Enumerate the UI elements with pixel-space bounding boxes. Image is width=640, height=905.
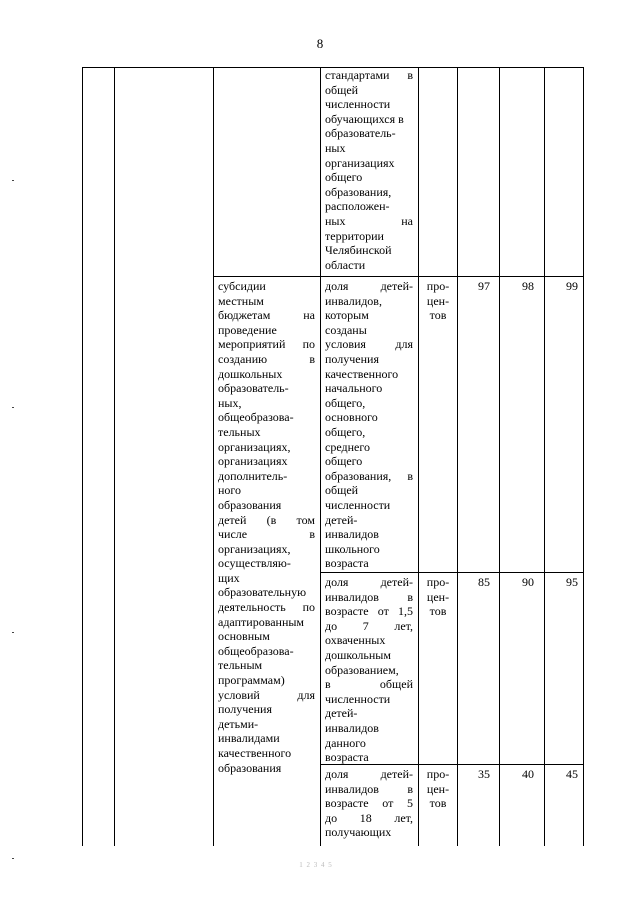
text-line: среднего <box>325 439 370 454</box>
text-line: образования, в <box>325 468 413 483</box>
unit-line: тов <box>429 604 447 619</box>
column-rule <box>213 67 214 846</box>
text-line: Челябинской <box>325 243 392 258</box>
text-line: численности <box>325 497 391 512</box>
text-line: стандартами в <box>325 68 413 82</box>
indicator-value-year3: 95 <box>566 575 578 589</box>
text-line: образованием, <box>325 662 399 677</box>
text-line: бюджетам на <box>218 308 315 323</box>
text-line: общеобразова- <box>218 643 294 658</box>
text-line: возраста <box>325 556 369 571</box>
text-line: данного <box>325 735 366 750</box>
text-line: общего <box>325 454 363 469</box>
text-line: территории <box>325 228 384 243</box>
text-line: инвалидов <box>325 527 379 542</box>
text-line: образователь- <box>218 381 289 396</box>
text-line: инвалидов, <box>325 293 382 308</box>
indicator-value-year2: 98 <box>522 279 534 293</box>
text-line: общей <box>325 483 359 498</box>
text-line: инвалидов в <box>325 781 413 796</box>
text-line: возрасте от 1,5 <box>325 604 413 619</box>
indicator-value-year3: 99 <box>566 279 578 293</box>
page-number: 8 <box>316 36 324 51</box>
text-line: образования, <box>325 184 392 199</box>
row-rule <box>213 276 584 277</box>
text-line: получающих <box>325 825 392 840</box>
text-line: тельных <box>218 424 261 439</box>
indicator-value-year1: 85 <box>478 575 490 589</box>
text-line: организациях, <box>218 439 291 454</box>
text-line: начального <box>325 381 383 396</box>
scan-margin-mark <box>12 180 14 181</box>
indicator-value-year2: 40 <box>522 767 534 781</box>
indicator-unit-cell <box>423 279 453 323</box>
text-line: местным <box>218 293 264 308</box>
text-line: доля детей- <box>325 575 413 589</box>
unit-line: про- <box>426 767 450 781</box>
text-line: инвалидами <box>218 731 280 746</box>
text-line: тельным <box>218 658 263 673</box>
text-line: образователь- <box>325 126 396 141</box>
text-line: образования <box>218 497 282 512</box>
indicator-text-cell <box>325 279 413 571</box>
unit-line: цен- <box>426 589 450 604</box>
unit-line: цен- <box>426 781 450 796</box>
indicator-value-year1: 35 <box>478 767 490 781</box>
column-rule <box>418 67 419 846</box>
column-rule <box>457 67 458 846</box>
column-rule <box>114 67 115 846</box>
text-line: общеобразова- <box>218 410 294 425</box>
text-line: получения <box>218 702 272 717</box>
text-line: субсидии <box>218 279 266 293</box>
text-line: проведение <box>218 322 277 337</box>
text-line: ных <box>325 140 346 155</box>
text-line: ного <box>218 483 242 498</box>
text-line: численности <box>325 691 391 706</box>
column-rule <box>82 67 83 846</box>
text-line: организациях <box>218 454 288 469</box>
text-line: деятельность по <box>218 600 315 615</box>
column-rule <box>499 67 500 846</box>
text-line: условия для <box>325 337 413 352</box>
text-line: щих <box>218 570 240 585</box>
text-line: области <box>325 257 366 272</box>
text-line: основным <box>218 629 270 644</box>
text-line: которым <box>325 308 369 323</box>
text-line: возраста <box>325 750 369 765</box>
text-line: до 18 лет, <box>325 810 413 825</box>
indicator-text-cell <box>325 767 413 840</box>
footer-stamp-mark: 1 2 3 4 5 <box>299 861 333 869</box>
text-line: доля детей- <box>325 279 413 293</box>
column-rule <box>583 67 584 846</box>
text-line: получения <box>325 351 379 366</box>
text-line: численности <box>325 97 391 112</box>
text-line: организациях <box>325 155 395 170</box>
indicator-text-cell <box>325 575 413 765</box>
text-line: ных, <box>218 395 242 410</box>
text-line: инвалидов <box>325 720 379 735</box>
row-rule <box>320 572 584 573</box>
text-line: организациях, <box>218 541 291 556</box>
text-line: мероприятий по <box>218 337 315 352</box>
text-line: детей- <box>325 512 358 527</box>
text-line: качественного <box>218 746 292 760</box>
text-line: школьного <box>325 541 380 556</box>
text-line: возрасте от 5 <box>325 796 413 811</box>
text-line: охваченных <box>325 633 386 648</box>
text-line: дополнитель- <box>218 468 288 483</box>
text-line: программам) <box>218 673 285 688</box>
text-line: обучающихся в <box>325 111 404 126</box>
unit-line: цен- <box>426 293 450 308</box>
text-line: созданы <box>325 322 367 337</box>
unit-line: про- <box>426 279 450 293</box>
column-rule <box>320 67 321 846</box>
unit-line: тов <box>429 308 447 323</box>
text-line: детей (в том <box>218 512 315 527</box>
program-indicators-table <box>82 67 584 846</box>
text-line: адаптированным <box>218 614 305 629</box>
text-line: качественного <box>325 366 399 381</box>
text-line: расположен- <box>325 199 390 214</box>
scan-margin-mark <box>12 858 14 859</box>
text-line: дошкольных <box>218 366 283 381</box>
text-line: дошкольным <box>325 647 391 662</box>
indicator-unit-cell <box>423 767 453 811</box>
text-line: общего, <box>325 395 366 410</box>
unit-line: тов <box>429 796 447 811</box>
indicator-value-year3: 45 <box>566 767 578 781</box>
text-line: условий для <box>218 687 315 702</box>
text-line: детьми- <box>218 716 259 731</box>
text-line: инвалидов в <box>325 589 413 604</box>
text-line: осуществляю- <box>218 556 291 571</box>
text-line: образовательную <box>218 585 307 600</box>
column-rule <box>544 67 545 846</box>
text-line: детей- <box>325 706 358 721</box>
text-line: образования <box>218 760 282 775</box>
continuation-indicator-cell <box>325 68 413 272</box>
scan-margin-mark <box>12 632 14 633</box>
text-line: в общей <box>325 677 413 692</box>
indicator-value-year1: 97 <box>478 279 490 293</box>
text-line: общего <box>325 170 363 185</box>
subsidy-description-cell <box>218 279 315 775</box>
scan-margin-mark <box>12 407 14 408</box>
indicator-unit-cell <box>423 575 453 619</box>
text-line: числе в <box>218 527 315 542</box>
text-line: ных на <box>325 213 413 228</box>
text-line: до 7 лет, <box>325 618 413 633</box>
text-line: доля детей- <box>325 767 413 781</box>
text-line: основного <box>325 410 378 425</box>
indicator-value-year2: 90 <box>522 575 534 589</box>
unit-line: про- <box>426 575 450 589</box>
text-line: общей <box>325 82 359 97</box>
text-line: созданию в <box>218 351 315 366</box>
text-line: общего, <box>325 424 366 439</box>
